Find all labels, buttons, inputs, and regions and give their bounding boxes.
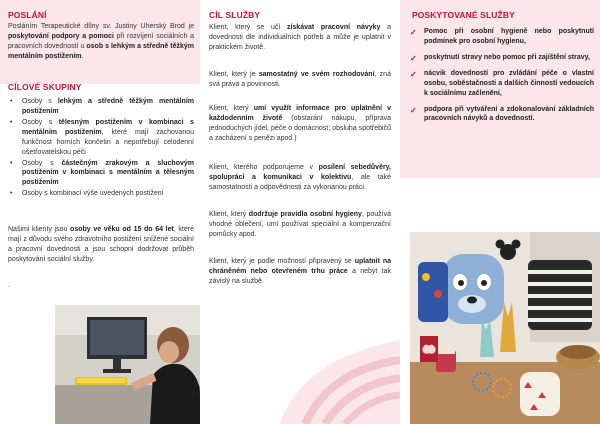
checkmark-icon: ✓	[410, 69, 417, 79]
checkmark-icon: ✓	[410, 53, 417, 63]
goal-heading-block	[209, 10, 391, 22]
mission-section	[8, 10, 194, 62]
services-list	[410, 27, 594, 125]
services-section	[410, 10, 594, 130]
goal-paragraph-3: Klient, který umí využít informace pro uplatnění v každodenním životě (obstarání nákupu, příprava jednoduchých jídel, péče o domácnost, obsluha spotřebičů a zacházení s penězi apod.)	[209, 105, 392, 142]
clients-text: Našimi klienty jsou osoby ve věku od 15 do 64 let, které mají z důvodu svého zdravotního postižení snížené sociální a pracovní dovednosti a jsou schopni dodržovat průběh poskytování sociální služby.	[8, 226, 194, 263]
panel-left	[0, 0, 200, 424]
list-item: • Osoby s kombinací výše uvedených postižení	[10, 190, 164, 198]
photo-woman-at-computer-illustration	[55, 305, 200, 424]
target-groups-heading: CÍLOVÉ SKUPINY	[8, 82, 82, 92]
target-groups-list	[8, 97, 194, 199]
goal-paragraph-2: Klient, který je samostatný ve svém rozhodování, zná svá práva a povinnosti.	[209, 71, 391, 88]
list-item: ✓ podpora při vytváření a zdokonalování základních pracovních návyků a dovedností.	[410, 105, 594, 123]
goal-paragraph-4: Klient, kterého podporujeme v posílení sebedůvěry, spolupráci a komunikaci v kolektivu, ale také samostatnosti a odpovědnosti za vykonanou práci.	[209, 164, 392, 191]
goal-paragraph-6: Klient, který je podle možností připravený se uplatnit na chráněném nebo otevřeném trhu práce a nebýt tak závislý na službě.	[209, 258, 391, 285]
list-item: ✓ nácvik dovedností pro zvládání péče o vlastní osobu, soběstačnosti a dalších činností vedoucích k sociálnímu začlenění,	[410, 69, 594, 97]
mission-heading: POSLÁNÍ	[8, 10, 47, 20]
list-item: • Osoby s částečným zrakovým a sluchovým postižením v kombinaci s mentálním a tělesným postižením	[10, 159, 194, 187]
mission-text: Posláním Terapeutické dílny sv. Justiny Uherský Brod je poskytování podpory a pomoci při rozvíjení sociálních a pracovních dovedností u osob s lehkým a středně těžkým mentálním postižením.	[8, 22, 194, 60]
services-heading: POSKYTOVANÉ SLUŽBY	[412, 10, 515, 20]
goal-heading: CÍL SLUŽBY	[209, 10, 261, 20]
stray-period: .	[8, 282, 10, 289]
photo-handmade-products-illustration	[410, 232, 600, 424]
decorative-wave-shape	[200, 300, 400, 424]
photo-woman-at-computer	[55, 305, 200, 424]
list-item: • Osoby s tělesným postižením v kombinaci s mentálním postižením, které mají zachovanou funkčnost horních končetin a nepotřebují celodenní ošetřovatelskou péči	[10, 118, 194, 156]
list-item: • Osoby s lehkým a středně těžkým mentálním postižením	[10, 97, 195, 115]
checkmark-icon: ✓	[410, 105, 417, 115]
list-item: ✓ poskytnutí stravy nebo pomoc při zajištění stravy,	[410, 53, 590, 63]
checkmark-icon: ✓	[410, 27, 417, 37]
photo-handmade-products	[410, 232, 600, 424]
goal-paragraph-1: Klient, který se učí získávat pracovní návyky a dovednosti dle individuálních potřeb a může je uplatnit v praktickém životě.	[209, 24, 391, 51]
list-item: ✓ Pomoc při osobní hygieně nebo poskytnutí podmínek pro osobní hygienu,	[410, 27, 594, 45]
panel-middle	[200, 0, 400, 424]
goal-paragraph-5: Klient, který dodržuje pravidla osobní hygieny, používá vhodné oblečení, umí používat speciální a kompenzační pomůcky apod.	[209, 211, 391, 238]
target-groups-section	[8, 82, 194, 200]
